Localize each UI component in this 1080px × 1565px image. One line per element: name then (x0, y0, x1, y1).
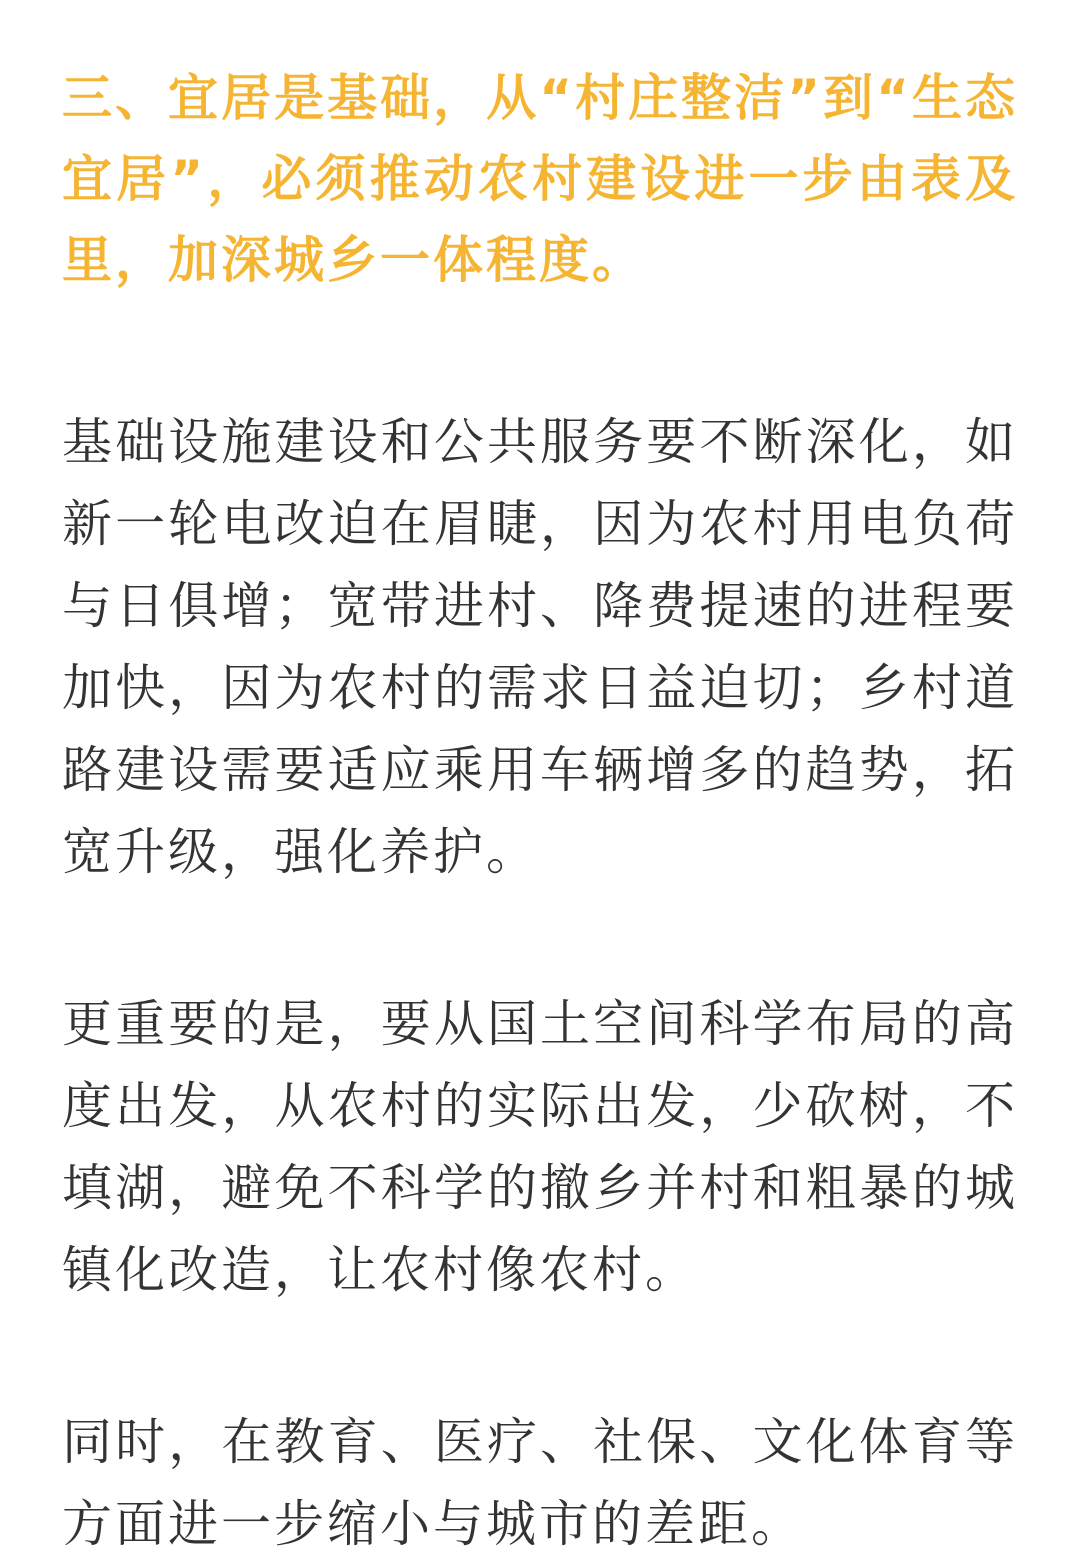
paragraph-public-services: 同时，在教育、医疗、社保、文化体育等方面进一步缩小与城市的差距。 (62, 1413, 1018, 1553)
paragraph-infrastructure: 基础设施建设和公共服务要不断深化，如新一轮电改迫在眉睫，因为农村用电负荷与日俱增；宽带进村、降费提速的进程要加快，因为农村的需求日益迫切；乡村道路建设需要适应乘用车辆增多的趋势，拓宽升级，强化养护。 (62, 413, 1018, 881)
paragraph-spatial-layout: 更重要的是，要从国土空间科学布局的高度出发，从农村的实际出发，少砍树，不填湖，避免不科学的撤乡并村和粗暴的城镇化改造，让农村像农村。 (62, 995, 1018, 1299)
section-heading: 三、宜居是基础，从“村庄整洁”到“生态宜居”，必须推动农村建设进一步由表及里，加深城乡一体程度。 (62, 69, 1018, 289)
